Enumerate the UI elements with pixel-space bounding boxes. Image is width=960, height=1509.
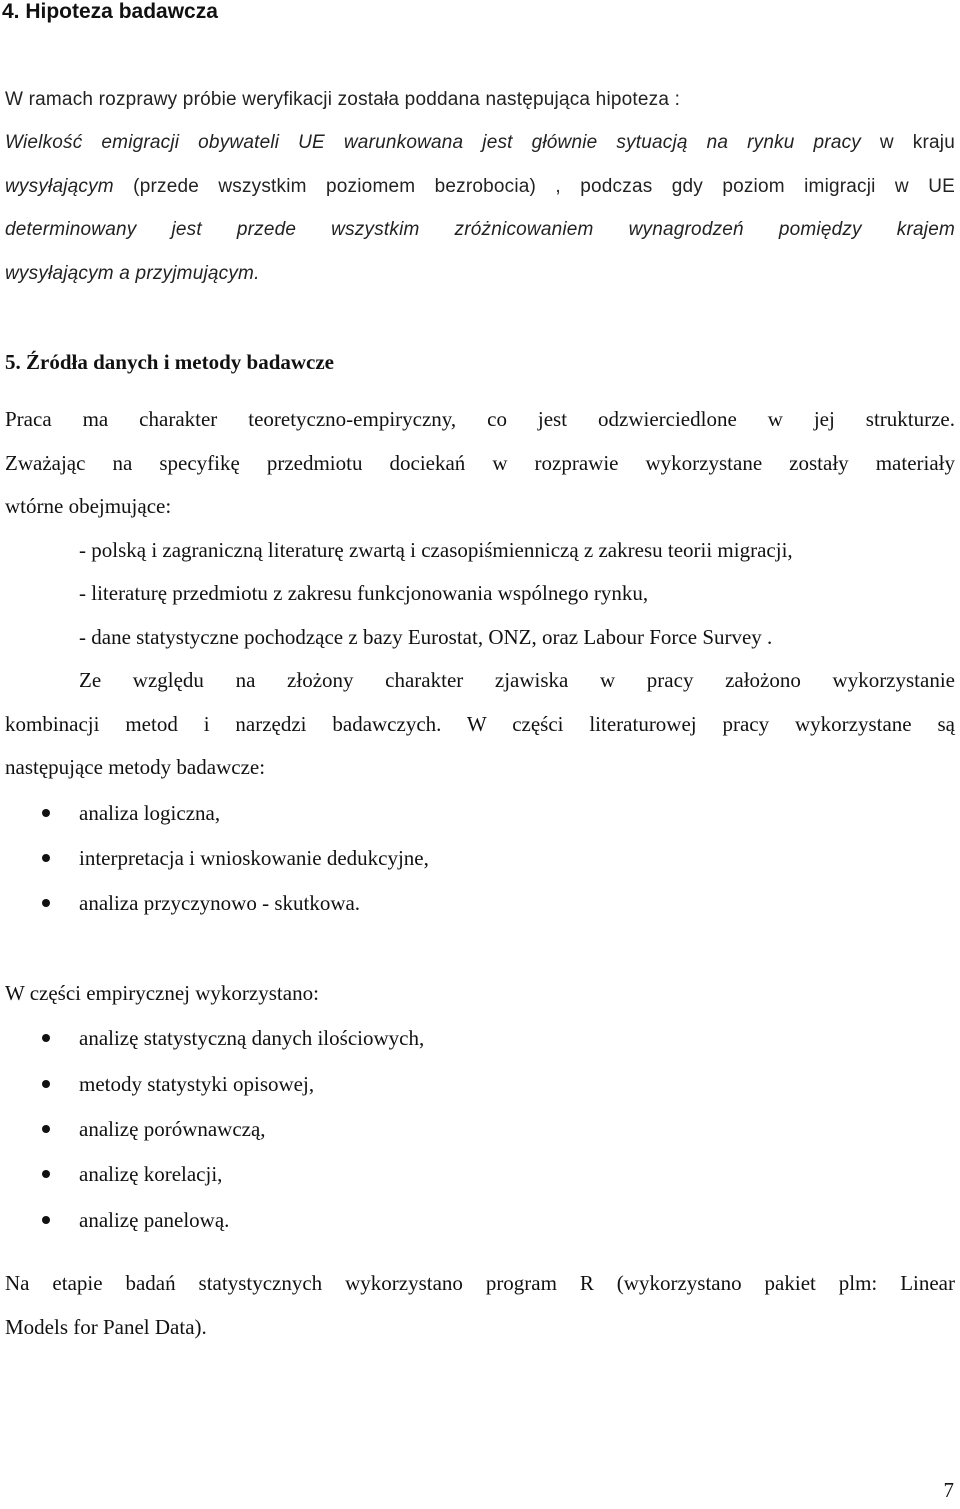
paragraph-1-line-3: wtórne obejmujące: bbox=[5, 494, 172, 518]
hypothesis-line-1 bbox=[5, 131, 955, 155]
paragraph-2-line-1: Ze względu na złożony charakter zjawiska w pracy założono wykorzystanie bbox=[79, 668, 955, 692]
bullet-icon bbox=[42, 1170, 50, 1178]
bullet-text: analizę panelową. bbox=[79, 1208, 230, 1232]
hypothesis-intro: W ramach rozprawy próbie weryfikacji została poddana następująca hipoteza : bbox=[5, 89, 681, 110]
bullet-icon bbox=[42, 1034, 50, 1042]
bullet-icon bbox=[42, 1080, 50, 1088]
paragraph-1-line-2: Zważając na specyfikę przedmiotu dociekań w rozprawie wykorzystane zostały materiały bbox=[5, 451, 955, 475]
hypothesis-line-1-rest: w kraju bbox=[860, 132, 955, 153]
hypothesis-line-3: determinowany jest przede wszystkim zróżnicowaniem wynagrodzeń pomiędzy krajem bbox=[5, 219, 955, 240]
hypothesis-line-2 bbox=[5, 175, 955, 199]
bullet-list-item bbox=[0, 1162, 960, 1188]
paragraph-2-line-2: kombinacji metod i narzędzi badawczych. W części literaturowej pracy wykorzystane są bbox=[5, 712, 955, 736]
bullet-list-item bbox=[0, 1208, 960, 1234]
bullet-text: analiza logiczna, bbox=[79, 801, 221, 825]
bullet-text: metody statystyki opisowej, bbox=[79, 1072, 315, 1096]
dash-list-item: - dane statystyczne pochodzące z bazy Eurostat, ONZ, oraz Labour Force Survey . bbox=[79, 625, 773, 649]
section-4-heading: 4. Hipoteza badawcza bbox=[2, 0, 218, 23]
hypothesis-line-4: wysyłającym a przyjmującym. bbox=[5, 263, 260, 284]
paragraph-1-line-1: Praca ma charakter teoretyczno-empiryczny, co jest odzwierciedlone w jej strukturze. bbox=[5, 407, 955, 431]
bullet-icon bbox=[42, 809, 50, 817]
bullet-list-item bbox=[0, 1026, 960, 1052]
hypothesis-line-2-rest: (przede wszystkim poziomem bezrobocia) , podczas gdy poziom imigracji w UE bbox=[113, 176, 955, 197]
section-5-heading: 5. Źródła danych i metody badawcze bbox=[5, 350, 335, 374]
final-paragraph-line-2: Models for Panel Data). bbox=[5, 1315, 207, 1339]
bullet-icon bbox=[42, 1125, 50, 1133]
final-paragraph-line-1: Na etapie badań statystycznych wykorzystano program R (wykorzystano pakiet plm: Linear bbox=[5, 1271, 955, 1295]
bullet-text: analizę statystyczną danych ilościowych, bbox=[79, 1026, 425, 1050]
empirical-intro: W części empirycznej wykorzystano: bbox=[5, 981, 319, 1005]
hypothesis-line-1-italic: Wielkość emigracji obywateli UE warunkowana jest głównie sytuacją na rynku pracy bbox=[5, 132, 861, 153]
bullet-list-item bbox=[0, 891, 960, 917]
bullet-text: interpretacja i wnioskowanie dedukcyjne, bbox=[79, 846, 429, 870]
page-number: 7 bbox=[943, 1478, 954, 1502]
bullet-list-item bbox=[0, 846, 960, 872]
bullet-text: analizę korelacji, bbox=[79, 1162, 223, 1186]
dash-list-item: - literaturę przedmiotu z zakresu funkcjonowania wspólnego rynku, bbox=[79, 581, 649, 605]
bullet-text: analiza przyczynowo - skutkowa. bbox=[79, 891, 361, 915]
bullet-icon bbox=[42, 1216, 50, 1224]
hypothesis-line-2-italic: wysyłającym bbox=[5, 176, 114, 197]
dash-list-item: - polską i zagraniczną literaturę zwartą i czasopiśmienniczą z zakresu teorii migracji, bbox=[79, 538, 793, 562]
bullet-text: analizę porównawczą, bbox=[79, 1117, 266, 1141]
paragraph-2-line-3: następujące metody badawcze: bbox=[5, 755, 266, 779]
bullet-list-item bbox=[0, 1117, 960, 1143]
bullet-list-item bbox=[0, 1072, 960, 1098]
bullet-icon bbox=[42, 899, 50, 907]
bullet-icon bbox=[42, 854, 50, 862]
bullet-list-item bbox=[0, 801, 960, 827]
